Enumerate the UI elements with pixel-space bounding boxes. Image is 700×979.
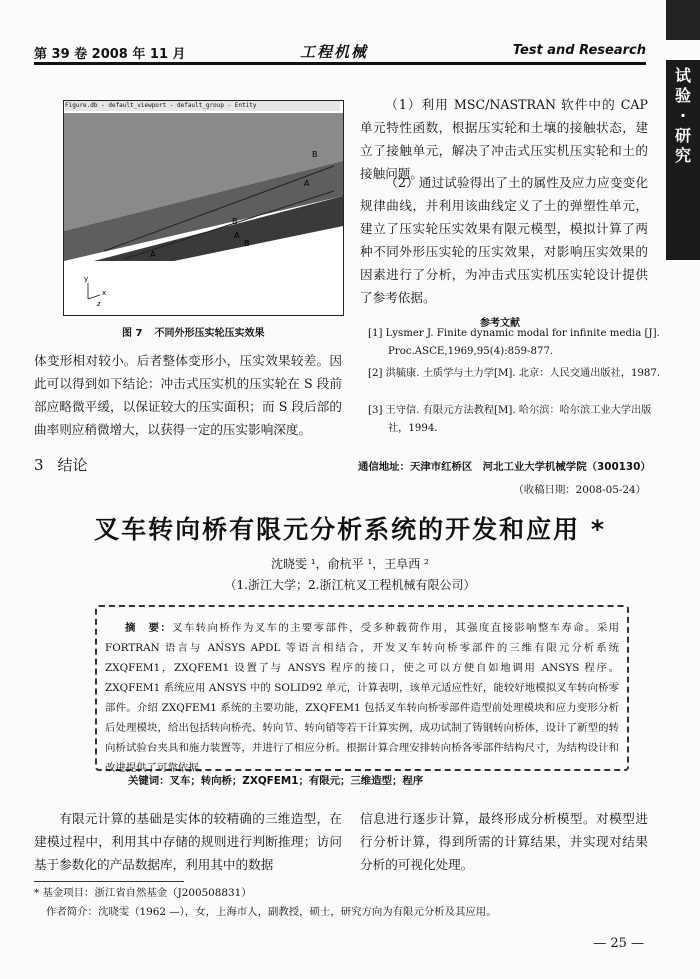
keywords: 关键词：叉车；转向桥；ZXQFEM1；有限元；三维造型；程序 [128,775,424,787]
article-affiliations: （1.浙江大学；2.浙江杭叉工程机械有限公司） [224,578,476,592]
reference-item: [2] 洪毓康. 土质学与土力学[M]. 北京：人民交通出版社，1987. [368,368,661,379]
figure-7 [63,100,344,316]
header-column: Test and Research [512,43,646,58]
reference-item: [1] Lysmer J. Finite dynamic modal for infinite media [J]. Proc.ASCE,1969,95(4):859-877. [368,328,660,357]
corner-mark [666,0,700,40]
footnote-rule [34,881,184,882]
footnote-author-bio: 作者简介：沈晓雯（1962 —），女，上海市人，副教授，硕士，研究方向为有限元分析及其应用。 [46,906,497,918]
figure-caption [122,324,276,339]
conclusion-1: （1）利用 MSC/NASTRAN 软件中的 CAP 单元特性函数，根据压实轮和土壤的接触状态，建立了接触单元，解决了冲击式压实机压实轮和土的接触问题。 [360,97,648,181]
header-rule [34,62,646,65]
fig-label-a3: A [150,250,156,259]
figure-window-title: Figure.db - default_viewport - default_group - Entity [65,101,340,111]
header-issue: 第 39 卷 2008 年 11 月 [34,47,186,62]
figure-caption-number: 图 7 [122,328,143,339]
footnote-fund: * 基金项目：浙江省自然基金（J200508831） [34,887,252,899]
axis-z-label: z [97,300,101,308]
section-side-tab [666,60,700,260]
fig-label-b2: B [232,217,238,226]
abstract-label: 摘 要： [125,622,173,634]
body-right: 信息进行逐步计算，最终形成分析模型。对模型进行分析计算，得到所需的计算结果，并实现对结果分析的可视化处理。 [360,811,648,872]
fig-label-a2: A [234,231,240,240]
fig-label-b1: B [312,150,318,159]
conclusion-2: （2）通过试验得出了土的属性及应力应变变化规律曲线，并利用该曲线定义了土的弹塑性单元，建立了压实轮压实效果有限元模型，模拟计算了两种不同外形压实轮的压实效果，对影响压实效果的因素进行了分析，为冲击式压实机压实轮设计提供了参考依据。 [360,175,648,305]
abstract [105,618,619,778]
section-3-number: 3 [34,456,44,474]
abstract-text: 叉车转向桥作为叉车的主要零部件，受多种载荷作用，其强度直接影响整车寿命。采用 FORTRAN 语言与 ANSYS APDL 等语言相结合，开发叉车转向桥零部件的三维有限元分析系统 ZXQFEM1，ZXQFEM1 设置了与 ANSYS 程序的接口，使之可以方便自如地调用 ANSYS 程序。ZXQFEM1 系统应用 ANSYS 中的 SOLID92 单元，计算表明，该单元适应性好，能较好地模拟叉车转向桥零部件。介绍 ZXQFEM1 系统的主要功能，ZXQFEM1 包括叉车转向桥零部件造型前处理模块和应力变形分析后处理模块，给出包括转向桥壳、转向节、转向销等若干计算实例，成功试制了铸钢转向桥体，设计了新型的转向桥试验台夹具和施力装置等，并进行了相应分析。根据计算合理安排转向桥各零部件结构尺寸，为结构设计和改进提供了可靠依据。 [105,622,620,774]
article-title: 叉车转向桥有限元分析系统的开发和应用 * [94,515,606,544]
section-3-title: 结论 [57,456,88,474]
received-date: （收稿日期：2008-05-24） [513,484,646,496]
page-number: — 25 — [593,936,644,951]
section-3-heading [34,454,102,475]
side-tab-label: 试验·研究 [674,66,691,165]
fe-model-graphic [64,101,343,315]
references-heading: 参考文献 [480,318,520,329]
body-left: 有限元计算的基础是实体的较精确的三维造型，在建模过程中，利用其中存储的规则进行判断推理；访问基于参数化的产品数据库，利用其中的数据 [34,811,342,872]
fig-label-a1: A [304,179,310,188]
header-journal: 工程机械 [300,43,369,61]
axis-x [88,295,100,299]
left-paragraph: 体变形相对较小。后者整体变形小，压实效果较差。因此可以得到如下结论：冲击式压实机的压实轮在 S 段前部应略微平缓，以保证较大的压实面积；而 S 段后部的曲率则应稍微增大，以获得一定的压实影响深度。 [34,353,342,437]
axis-y-label: y [84,275,89,283]
figure-caption-text: 不同外形压实轮压实效果 [154,328,265,339]
contact-address: 通信地址：天津市红桥区 河北工业大学机械学院（300130） [358,461,651,473]
axis-x-label: x [102,289,107,297]
reference-item: [3] 王守信. 有限元方法教程[M]. 哈尔滨：哈尔滨工业大学出版社，1994. [368,405,652,434]
article-authors: 沈晓雯 ¹，俞杭平 ¹，王阜西 ² [271,557,429,571]
fig-label-b3: B [244,239,250,248]
